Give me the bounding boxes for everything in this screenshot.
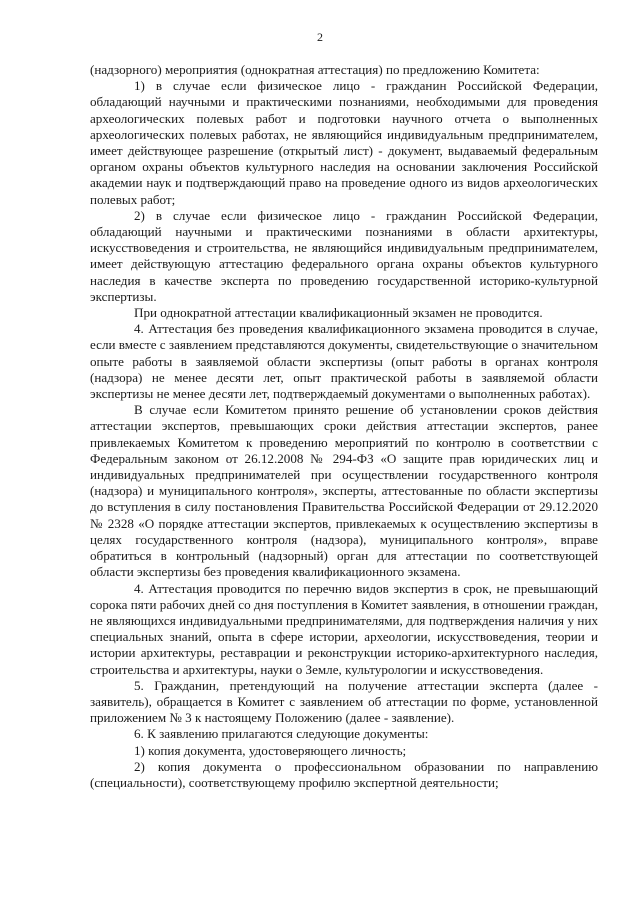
paragraph-item-2-architecture: 2) в случае если физическое лицо - гражданин Российской Федерации, обладающий научными и практическими познаниями в области архитектуры, искусствоведения и строительства, не являющийся индивидуальным предпринимателем, имеет действующую аттестацию федерального органа охраны объектов культурного наследия в качестве эксперта по проведению государственной историко-культурной экспертизы. [90,207,598,304]
paragraph-item-1-archaeology: 1) в случае если физическое лицо - гражданин Российской Федерации, обладающий научными и практическими познаниями, необходимыми для проведения археологических полевых работ и подготовки научного отчета о выполненных археологических полевых работах, не являющийся индивидуальным предпринимателем, имеет действующее разрешение (открытый лист) - документ, выдаваемый федеральным органом охраны объектов культурного наследия на основании заключения Российской академии наук и подтверждающий право на проведение одного из видов археологических полевых работ; [90,78,598,207]
page-number: 2 [317,30,323,44]
paragraph-section-4-no-exam: 4. Аттестация без проведения квалификационного экзамена проводится в случае, если вместе с заявлением представляются документы, свидетельствующие о значительном опыте работы в заявляемой области экспертизы (опыт работы в органах контроля (надзора) не менее десяти лет, опыт практической работы в заявляемой области экспертизы не менее десяти лет, подтверждаемый документами о выполненных работах). [90,321,598,402]
paragraph-section-6-documents: 6. К заявлению прилагаются следующие документы: [134,726,429,742]
paragraph-term-extension: В случае если Комитетом принято решение об установлении сроков действия аттестации экспертов, превышающих сроки действия аттестации экспертов, ранее привлекаемых Комитетом к проведению мероприятий по контролю в соответствии с Федеральным законом от 26.12.2008 № 294-ФЗ «О защите прав юридических лиц и индивидуальных предпринимателей при осуществлении государственного контроля (надзора) и муниципального контроля», эксперты, аттестованные по области экспертизы до вступления в силу постановления Правительства Российской Федерации от 29.12.2020 № 2328 «О порядке аттестации экспертов, привлекаемых к осуществлению экспертизы в целях государственного контроля (надзора), муниципального контроля», вправе обратиться в контрольный (надзорный) орган для аттестации по соответствующей области экспертизы без проведения квалификационного экзамена. [90,402,598,580]
paragraph-no-exam-note: При однократной аттестации квалификационный экзамен не проводится. [134,305,543,321]
paragraph-doc-item-2: 2) копия документа о профессиональном образовании по направлению (специальности), соответствующему профилю экспертной деятельности; [90,758,598,790]
paragraph-section-4-procedure: 4. Аттестация проводится по перечню видов экспертиз в срок, не превышающий сорока пяти рабочих дней со дня поступления в Комитет заявления, в отношении граждан, не являющихся индивидуальными предпринимателями, для подтверждения наличия у них специальных знаний, опыта в сфере истории, археологии, искусствоведения, теории и истории архитектуры, реставрации и реконструкции историко-архитектурного наследия, строительства и архитектуры, науки о Земле, культурологии и искусствоведения. [90,580,598,677]
document-body [90,62,598,791]
paragraph-continuation: (надзорного) мероприятия (однократная аттестация) по предложению Комитета: [90,62,540,77]
paragraph-section-5-applicant: 5. Гражданин, претендующий на получение аттестации эксперта (далее - заявитель), обращается в Комитет с заявлением об аттестации по форме, установленной приложением № 3 к настоящему Положению (далее - заявление). [90,677,598,726]
paragraph-doc-item-1: 1) копия документа, удостоверяющего личность; [134,742,407,758]
